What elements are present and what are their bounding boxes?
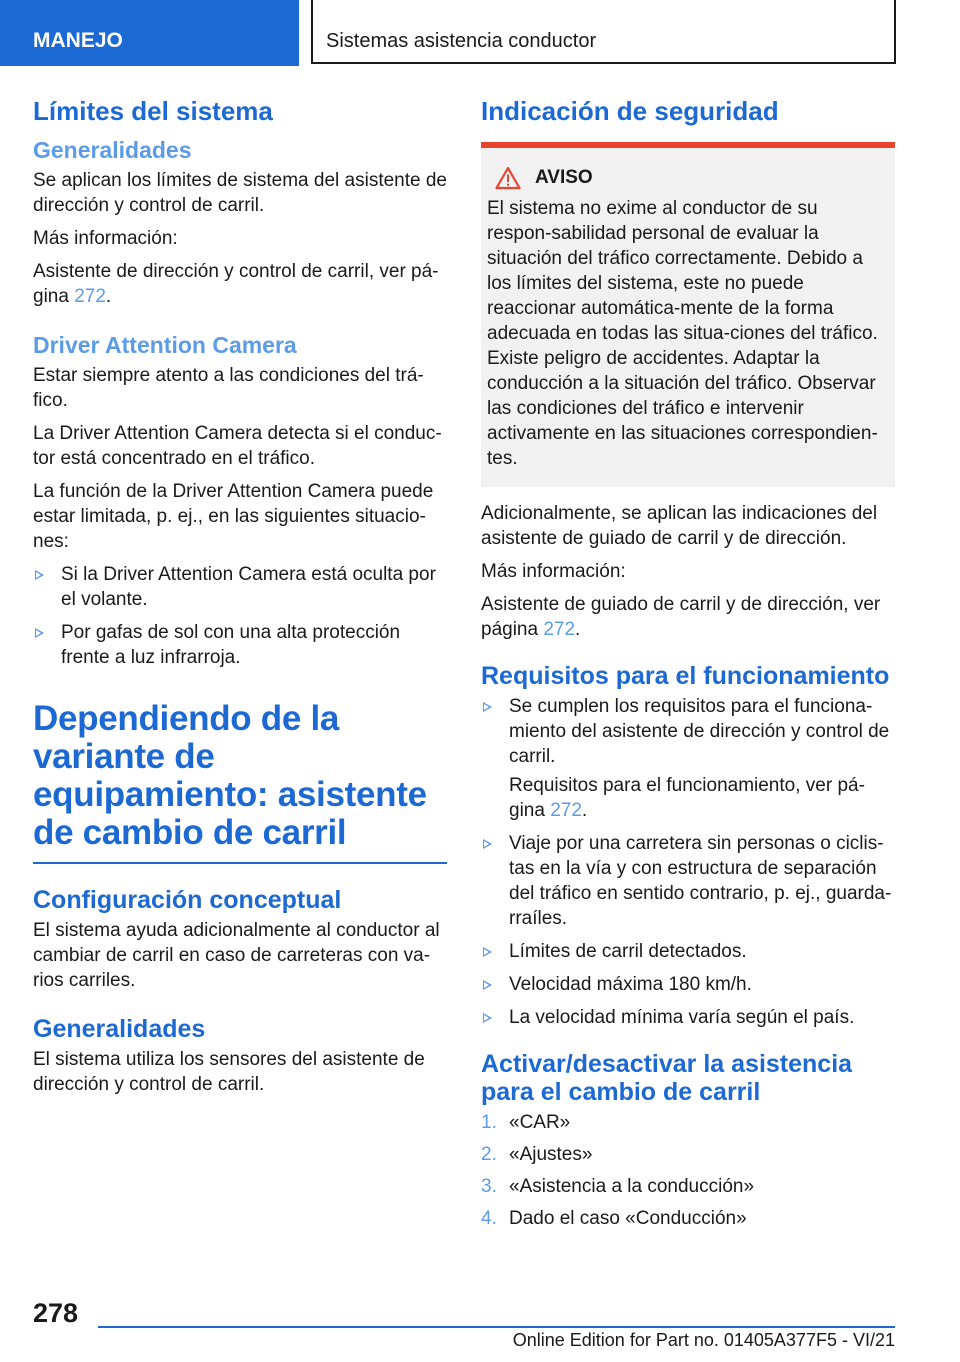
more-info-label: Más información: (481, 561, 626, 582)
page-link[interactable]: 272 (543, 619, 576, 640)
bullet-triangle-icon (483, 839, 492, 849)
list-item (33, 562, 447, 612)
page-number: 278 (33, 1298, 79, 1328)
camera-heading: Driver Attention Camera (33, 332, 297, 358)
edition-text: Online Edition for Part no. 01405A377F5 - VI/21 (512, 1330, 895, 1350)
concept-heading: Configuración conceptual (33, 886, 342, 914)
list-item (481, 1005, 895, 1030)
bullet-triangle-icon (483, 1013, 492, 1023)
list-item (481, 694, 895, 823)
safety-heading: Indicación de seguridad (481, 96, 779, 126)
limits-heading: Límites del sistema (33, 96, 273, 126)
reference-text: Asistente de guiado de carril y de dirección, ver página (481, 594, 881, 640)
step-number: 4. (481, 1208, 497, 1229)
reference-paragraph-1 (33, 259, 447, 309)
list-item (481, 972, 895, 997)
warning-box (481, 142, 895, 487)
camera-paragraph-2: La Driver Attention Camera detecta si el conduc-tor está concentrado en el tráfico. (33, 423, 442, 469)
more-info-label: Más información: (33, 228, 178, 249)
page-link[interactable]: 272 (74, 286, 106, 307)
list-item (481, 1174, 895, 1199)
main-heading: Dependiendo de la variante de equipamiento: asistente de cambio de carril (33, 699, 427, 852)
reference-text: Requisitos para el funcionamiento, ver pá-gina (509, 775, 865, 821)
step-text: Dado el caso «Conducción» (509, 1208, 747, 1229)
step-number: 1. (481, 1112, 497, 1133)
requirement-reference (509, 773, 895, 823)
section-tab: MANEJO (0, 0, 299, 66)
warning-title: AVISO (535, 167, 593, 188)
warning-triangle-icon (495, 166, 521, 190)
reference-end: . (575, 619, 581, 640)
list-item (33, 620, 447, 670)
reference-end: . (581, 800, 588, 821)
concept-text: El sistema ayuda adicionalmente al conductor al cambiar de carril en caso de carreteras con va-rios carriles. (33, 920, 440, 991)
general-heading-2: Generalidades (33, 1015, 206, 1043)
additional-text: Adicionalmente, se aplican las indicaciones del asistente de guiado de carril y de dirección. (481, 503, 878, 549)
step-text: «Ajustes» (509, 1144, 593, 1165)
list-item (481, 1110, 895, 1135)
chapter-title: Sistemas asistencia conductor (311, 0, 896, 64)
list-item-text: Se cumplen los requisitos para el funciona-miento del asistente de dirección y control de carril. (509, 696, 890, 767)
list-item (481, 1206, 895, 1231)
left-column (33, 96, 447, 1105)
requirements-heading: Requisitos para el funcionamiento (481, 662, 890, 690)
general-heading-1: Generalidades (33, 137, 192, 163)
reference-paragraph-2 (481, 592, 895, 642)
bullet-triangle-icon (483, 947, 492, 957)
activate-heading: Activar/desactivar la asistencia para el cambio de carril (481, 1050, 853, 1106)
step-text: «CAR» (509, 1112, 571, 1133)
camera-paragraph-1: Estar siempre atento a las condiciones del trá-fico. (33, 365, 424, 411)
footer-rule (98, 1326, 895, 1328)
warning-header (487, 166, 887, 190)
list-item (481, 939, 895, 964)
list-item (481, 831, 895, 931)
reference-end: . (105, 286, 112, 307)
list-item-text: Límites de carril detectados. (509, 941, 747, 962)
step-number: 3. (481, 1176, 497, 1197)
activation-steps (481, 1110, 895, 1231)
camera-bullet-list (33, 562, 447, 670)
list-item-text: Velocidad máxima 180 km/h. (509, 974, 752, 995)
list-item-text: Viaje por una carretera sin personas o ciclis-tas en la vía y con estructura de separación del tráfico en sentido contrario, p. ej., guarda-rraíles. (509, 833, 892, 929)
general-text-2: El sistema utiliza los sensores del asistente de dirección y control de carril. (33, 1049, 425, 1095)
bullet-triangle-icon (483, 980, 492, 990)
page-footer (0, 1290, 960, 1362)
step-number: 2. (481, 1144, 497, 1165)
bullet-triangle-icon (35, 570, 44, 580)
bullet-triangle-icon (35, 628, 44, 638)
warning-text: El sistema no exime al conductor de su respon-sabilidad personal de evaluar la situación del tráfico correctamente. Debido a los límites del sistema, este no puede reaccionar automática-mente de la forma adecuada en todas las situa-ciones del tráfico. Existe peligro de accidentes. Adaptar la conducción a la situación del tráfico. Observar las condiciones del tráfico e intervenir activamente en las situaciones correspondien-tes. (487, 198, 878, 469)
page-link[interactable]: 272 (550, 800, 582, 821)
right-column (481, 96, 895, 1238)
bullet-triangle-icon (483, 702, 492, 712)
reference-text: Asistente de dirección y control de carril, ver pá-gina (33, 261, 439, 307)
general-text-1: Se aplican los límites de sistema del asistente de dirección y control de carril. (33, 170, 447, 216)
step-text: «Asistencia a la conducción» (509, 1176, 755, 1197)
camera-paragraph-3: La función de la Driver Attention Camera puede estar limitada, p. ej., en las siguientes situacio-nes: (33, 481, 434, 552)
page-header (0, 0, 960, 66)
list-item-text: Por gafas de sol con una alta protección frente a luz infrarroja. (61, 622, 401, 668)
list-item (481, 1142, 895, 1167)
heading-rule (33, 862, 447, 864)
requirements-list (481, 694, 895, 1030)
list-item-text: Si la Driver Attention Camera está oculta por el volante. (61, 564, 436, 610)
list-item-text: La velocidad mínima varía según el país. (509, 1007, 855, 1028)
